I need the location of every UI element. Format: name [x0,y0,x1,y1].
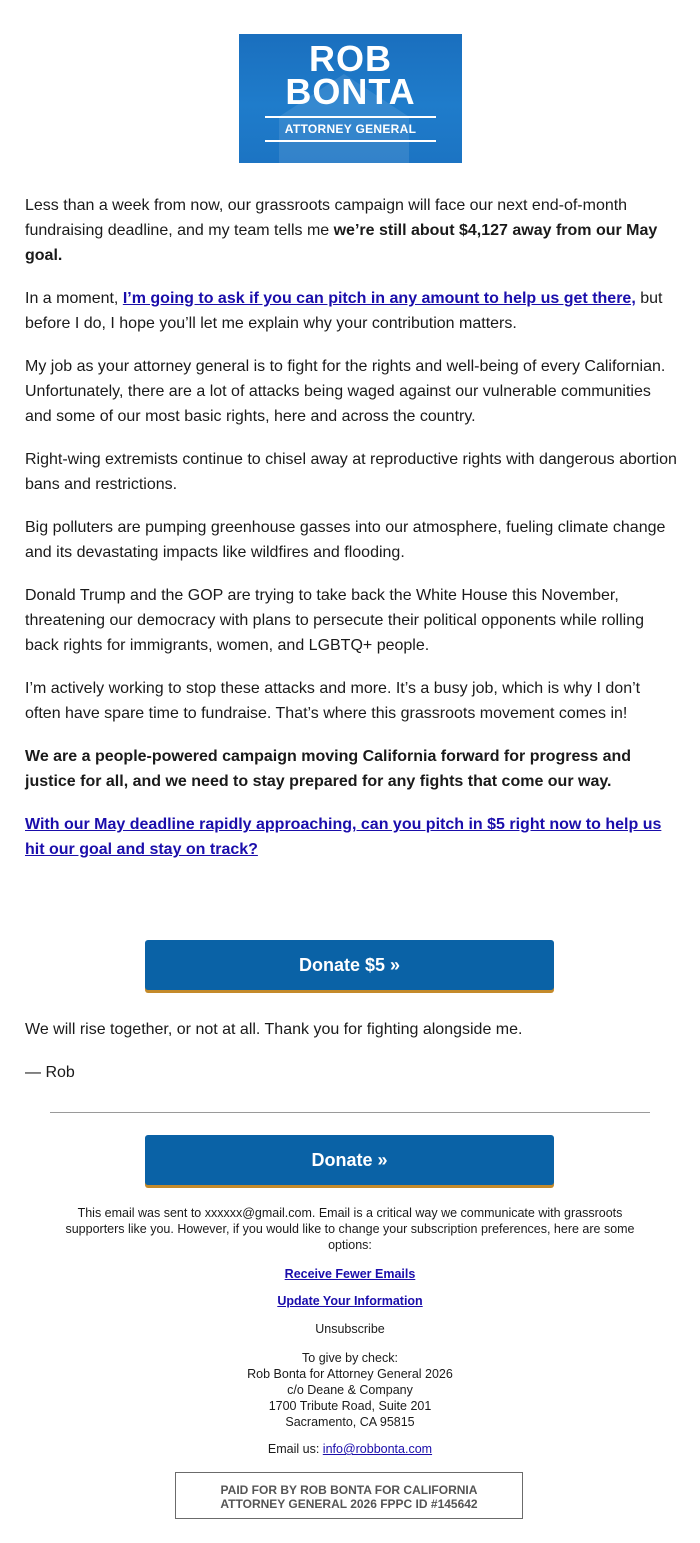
email-body [25,193,677,880]
paragraph-reproductive-rights: Right-wing extremists continue to chisel away at reproductive rights with dangerous abortion bans and restrictions. [25,451,677,493]
footer-divider [50,1112,650,1113]
email-closing [25,1017,677,1103]
pitch-in-link[interactable]: I’m going to ask if you can pitch in any amount to help us get there, [122,290,636,307]
paragraph-polluters: Big polluters are pumping greenhouse gasses into our atmosphere, fueling climate change and its devastating impacts like wildfires and flooding. [25,519,666,561]
receive-fewer-emails-link[interactable]: Receive Fewer Emails [284,1267,416,1281]
donate-5-button[interactable]: Donate $5 » [145,940,554,990]
paragraph-job: My job as your attorney general is to fight for the rights and well-being of every Californian. Unfortunately, there are a lot of attacks being waged against our vulnerable communities and some of our most basic rights, here and across the country. [25,358,666,425]
paid-line-2: ATTORNEY GENERAL 2026 FPPC ID #145642 [220,1497,478,1511]
pitch-5-link[interactable]: With our May deadline rapidly approaching, can you pitch in $5 right now to help us hit our goal and stay on track? [25,816,662,858]
ask-post-text: but before I do, I hope you’ll let me explain why your contribution matters. [25,290,663,332]
people-powered-bold: We are a people-powered campaign moving California forward for progress and justice for all, and we need to stay prepared for any fights that come our way. [25,748,632,790]
goal-amount-text: we’re still about $4,127 away from our May goal. [25,222,658,264]
paragraph-deadline [25,193,677,268]
email-link[interactable]: info@robbonta.com [322,1442,433,1456]
check-address-block [60,1350,640,1430]
email-us-row [60,1441,640,1457]
fewer-emails-row [60,1266,640,1282]
paragraph-people-powered [25,744,677,794]
unsubscribe-link[interactable]: Unsubscribe [315,1322,385,1336]
deadline-text: Less than a week from now, our grassroots campaign will face our next end-of-month fundraising deadline, and my team tells me [25,197,628,239]
logo-last-name: BONTA [285,71,416,112]
check-care-of: c/o Deane & Company [287,1383,413,1397]
closing-text: We will rise together, or not at all. Thank you for fighting alongside me. [25,1021,523,1038]
paragraph-gop: Donald Trump and the GOP are trying to take back the White House this November, threatening our democracy with plans to persecute their political opponents while rolling back rights for immigrants, women, and LGBTQ+ people. [25,587,645,654]
footer-notice: This email was sent to xxxxxx@gmail.com. Email is a critical way we communicate with grassroots supporters like you. However, if you would like to change your subscription preferences, here are some options: [65,1206,635,1252]
check-payee: Rob Bonta for Attorney General 2026 [247,1367,453,1381]
paid-for-disclaimer [175,1472,523,1519]
email-us-label: Email us: [267,1442,323,1456]
paid-line-1: PAID FOR BY ROB BONTA FOR CALIFORNIA [220,1483,478,1497]
paragraph-ask [25,286,677,336]
rob-bonta-logo[interactable] [239,34,462,163]
logo-subtitle: ATTORNEY GENERAL [265,116,436,142]
paragraph-working: I’m actively working to stop these attacks and more. It’s a busy job, which is why I don’t often have spare time to fundraise. That’s where this grassroots movement comes in! [25,680,641,722]
update-info-row [60,1293,640,1309]
paragraph-deadline-ask [25,812,677,862]
ask-pre-text: In a moment, [25,290,123,307]
check-heading: To give by check: [302,1351,398,1365]
check-city: Sacramento, CA 95815 [285,1415,415,1429]
check-street: 1700 Tribute Road, Suite 201 [268,1399,432,1413]
logo-first-name: ROB [309,38,392,79]
update-information-link[interactable]: Update Your Information [277,1294,423,1308]
donate-button[interactable]: Donate » [145,1135,554,1185]
signature: — Rob [25,1064,75,1081]
